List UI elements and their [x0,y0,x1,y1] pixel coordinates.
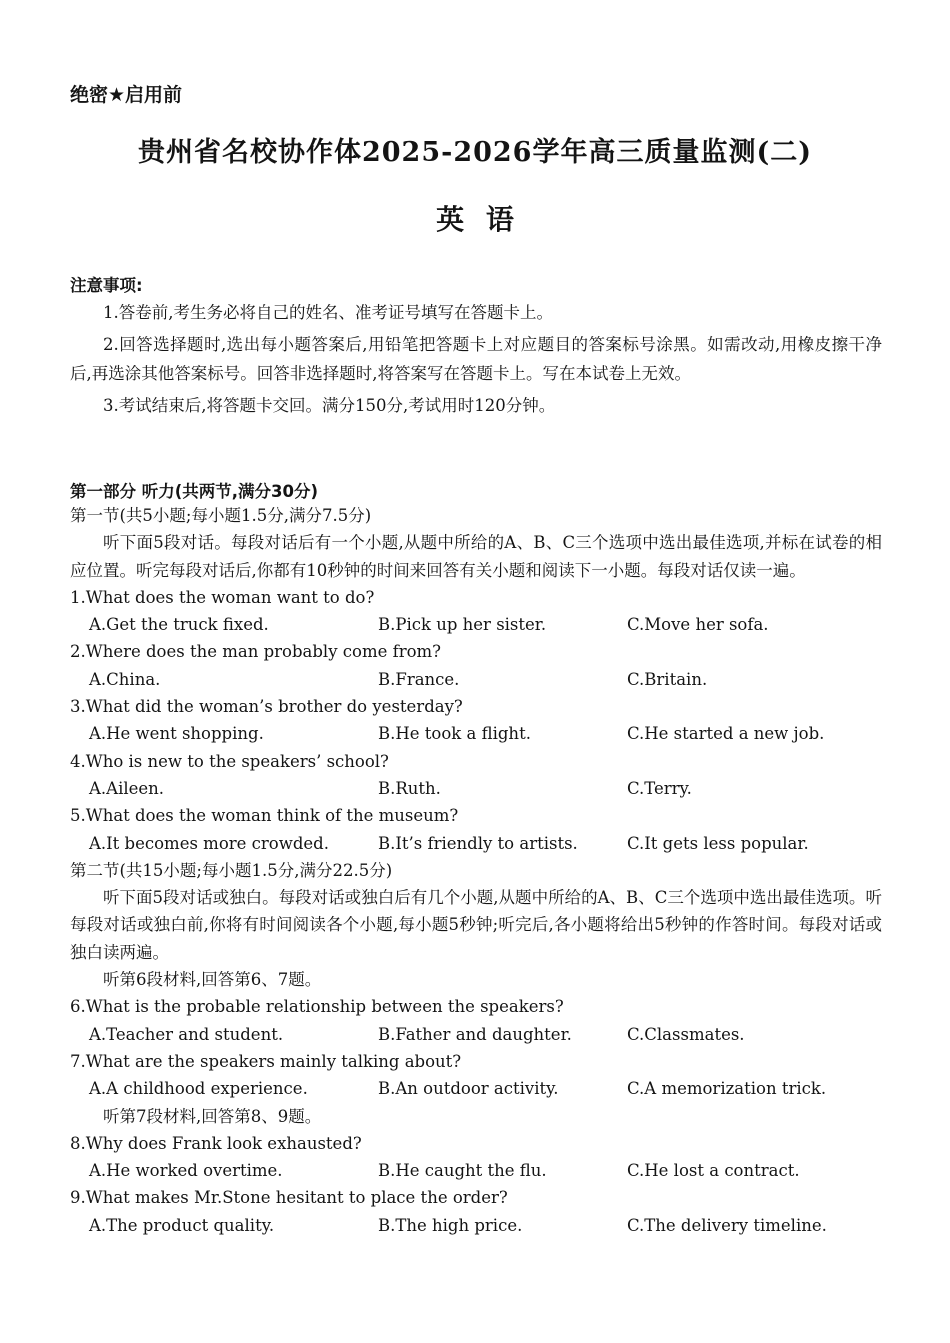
subject-title: 英 语 [436,203,514,236]
question-options [70,666,882,693]
listening-section [70,502,882,1239]
option-b: B.Pick up her sister. [378,615,547,635]
part1-heading: 第一部分 听力(共两节,满分30分) [70,482,319,501]
option-a: A.He went shopping. [89,724,264,744]
note-item: 2.回答选择题时,选出每小题答案后,用铅笔把答题卡上对应题目的答案标号涂黑。如需改动,用橡皮擦干净后,再选涂其他答案标号。回答非选择题时,将答案写在答题卡上。写在本试卷上无效。 [70,335,882,383]
option-c: C.The delivery timeline. [627,1215,827,1235]
option-c: C.Move her sofa. [627,615,769,635]
option-a: A.Teacher and student. [89,1024,284,1044]
question-stem: 6.What is the probable relationship between the speakers? [70,997,564,1017]
option-b: B.An outdoor activity. [378,1079,559,1099]
question-stem: 4.Who is new to the speakers’ school? [70,751,389,771]
option-c: C.He started a new job. [627,724,825,744]
question-stem: 8.Why does Frank look exhausted? [70,1133,362,1153]
option-a: A.Get the truck fixed. [89,615,269,635]
material-note: 听第6段材料,回答第6、7题。 [103,970,322,990]
question-options [70,1212,882,1239]
confidential-mark: 绝密★启用前 [70,84,183,106]
option-c: C.Terry. [627,778,692,798]
question-stem: 5.What does the woman think of the museum? [70,806,459,826]
question-stem: 9.What makes Mr.Stone hesitant to place the order? [70,1188,508,1208]
note-item: 1.答卷前,考生务必将自己的姓名、准考证号填写在答题卡上。 [103,303,553,322]
option-a: A.Aileen. [89,778,165,798]
question-stem: 7.What are the speakers mainly talking about? [70,1051,462,1071]
option-b: B.Ruth. [378,778,441,798]
option-c: C.A memorization trick. [627,1079,827,1099]
option-b: B.He caught the flu. [378,1161,547,1181]
option-a: A.China. [89,669,161,689]
option-c: C.Britain. [627,669,708,689]
question-options [70,830,882,857]
question-options [70,720,882,747]
question-options [70,611,882,638]
option-b: B.The high price. [378,1215,523,1235]
option-b: B.It’s friendly to artists. [378,833,578,853]
option-b: B.France. [378,669,460,689]
section2-heading: 第二节(共15小题;每小题1.5分,满分22.5分) [70,860,393,880]
section1-heading: 第一节(共5小题;每小题1.5分,满分7.5分) [70,506,372,525]
question-stem: 3.What did the woman’s brother do yesterday? [70,697,463,717]
question-options [70,1157,882,1184]
option-a: A.It becomes more crowded. [89,833,329,853]
question-stem: 2.Where does the man probably come from? [70,642,442,662]
option-a: A.He worked overtime. [89,1161,283,1181]
question-options [70,1021,882,1048]
material-note: 听第7段材料,回答第8、9题。 [103,1106,322,1126]
note-item: 3.考试结束后,将答题卡交回。满分150分,考试用时120分钟。 [103,396,556,415]
question-stem: 1.What does the woman want to do? [70,587,375,607]
option-c: C.He lost a contract. [627,1161,800,1181]
section2-instructions: 听下面5段对话或独白。每段对话或独白后有几个小题,从题中所给的A、B、C三个选项中选出最佳选项。听每段对话或独白前,你将有时间阅读各个小题,每小题5秒钟;听完后,各小题将给出5秒钟的作答时间。每段对话或独白读两遍。 [70,888,882,962]
question-options [70,1075,882,1102]
option-a: A.The product quality. [89,1215,275,1235]
option-a: A.A childhood experience. [89,1079,308,1099]
exam-title: 贵州省名校协作体2025-2026学年高三质量监测(二) [137,137,813,168]
option-c: C.Classmates. [627,1024,745,1044]
notes-heading: 注意事项: [70,276,143,295]
notes-list [70,298,882,420]
option-b: B.He took a flight. [378,724,531,744]
option-b: B.Father and daughter. [378,1024,572,1044]
section1-instructions: 听下面5段对话。每段对话后有一个小题,从题中所给的A、B、C三个选项中选出最佳选项,并标在试卷的相应位置。听完每段对话后,你都有10秒钟的时间来回答有关小题和阅读下一小题。每段对话仅读一遍。 [70,533,882,580]
option-c: C.It gets less popular. [627,833,809,853]
question-options [70,775,882,802]
